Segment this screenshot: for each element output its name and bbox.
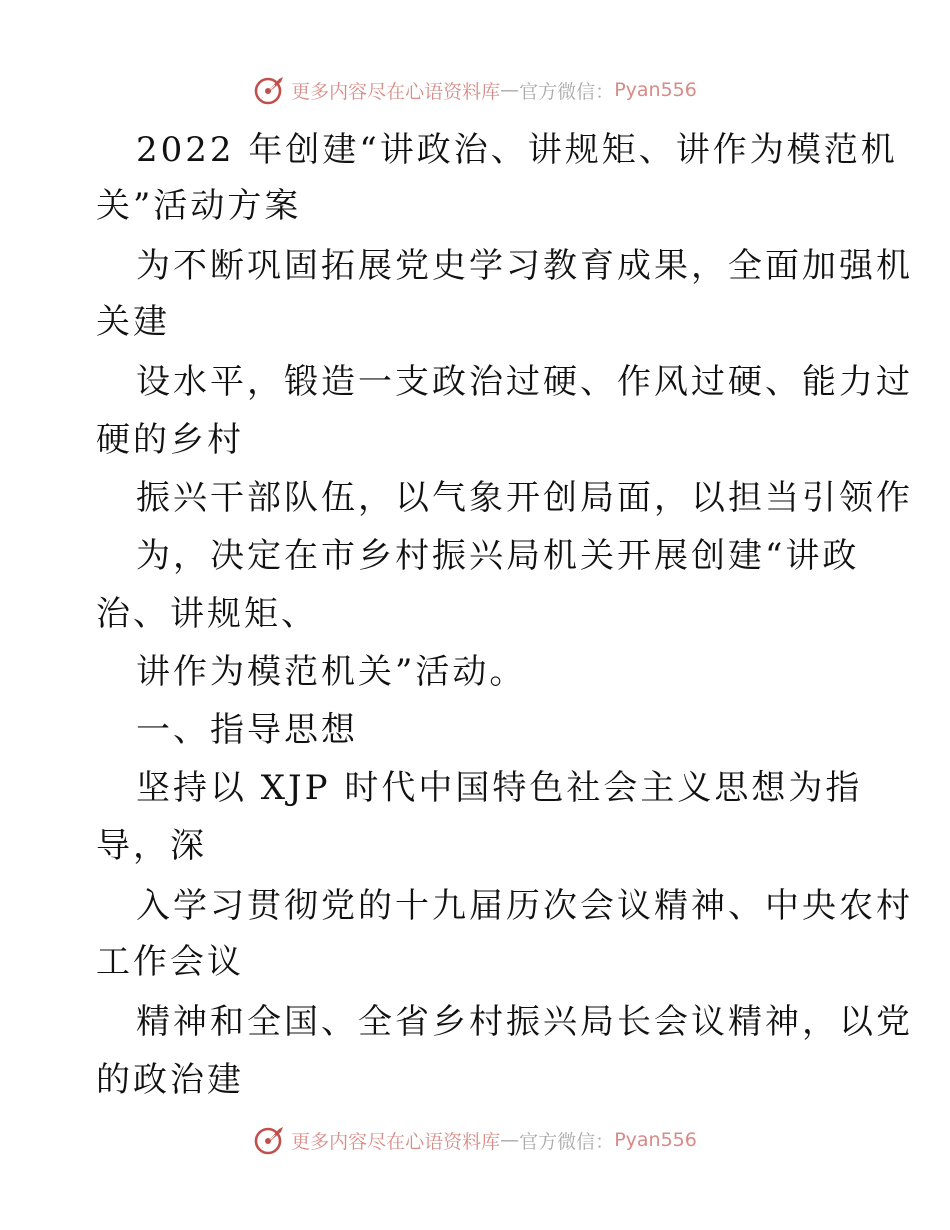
text-line: 关建	[96, 302, 170, 342]
text-line: 坚持以 XJP 时代中国特色社会主义思想为指	[136, 768, 863, 808]
text-line: 关”活动方案	[96, 186, 302, 226]
watermark-wechat-label: 官方微信：	[519, 80, 615, 103]
text-line: 为不断巩固拓展党史学习教育成果，全面加强机	[136, 246, 913, 286]
text-line: 讲作为模范机关”活动。	[136, 652, 527, 692]
quill-logo-icon	[253, 1123, 287, 1157]
watermark-wechat-id: Pyan556	[614, 79, 697, 101]
watermark-brand: 更多内容尽在心语资料库	[291, 1130, 501, 1153]
text-line: 精神和全国、全省乡村振兴局长会议精神，以党	[136, 1002, 913, 1042]
watermark-dash: —	[500, 79, 520, 101]
text-line: 治、讲规矩、	[96, 594, 318, 634]
text-line: 为，决定在市乡村振兴局机关开展创建“讲政	[136, 536, 860, 576]
text-line: 硬的乡村	[96, 420, 244, 460]
section-heading: 一、指导思想	[136, 710, 358, 750]
footer-watermark	[0, 1122, 950, 1158]
text-line: 振兴干部队伍，以气象开创局面，以担当引领作	[136, 478, 913, 518]
text-line: 的政治建	[96, 1060, 244, 1100]
text-line: 工作会议	[96, 942, 244, 982]
text-line: 2022 年创建“讲政治、讲规矩、讲作为模范机	[136, 130, 898, 170]
text-line: 设水平，锻造一支政治过硬、作风过硬、能力过	[136, 362, 913, 402]
watermark-wechat-id: Pyan556	[614, 1129, 697, 1151]
watermark-dash: —	[500, 1129, 520, 1151]
watermark-brand: 更多内容尽在心语资料库	[291, 80, 501, 103]
watermark-wechat-label: 官方微信：	[519, 1130, 615, 1153]
text-line: 导，深	[96, 826, 207, 866]
text-line: 入学习贯彻党的十九届历次会议精神、中央农村	[136, 886, 913, 926]
